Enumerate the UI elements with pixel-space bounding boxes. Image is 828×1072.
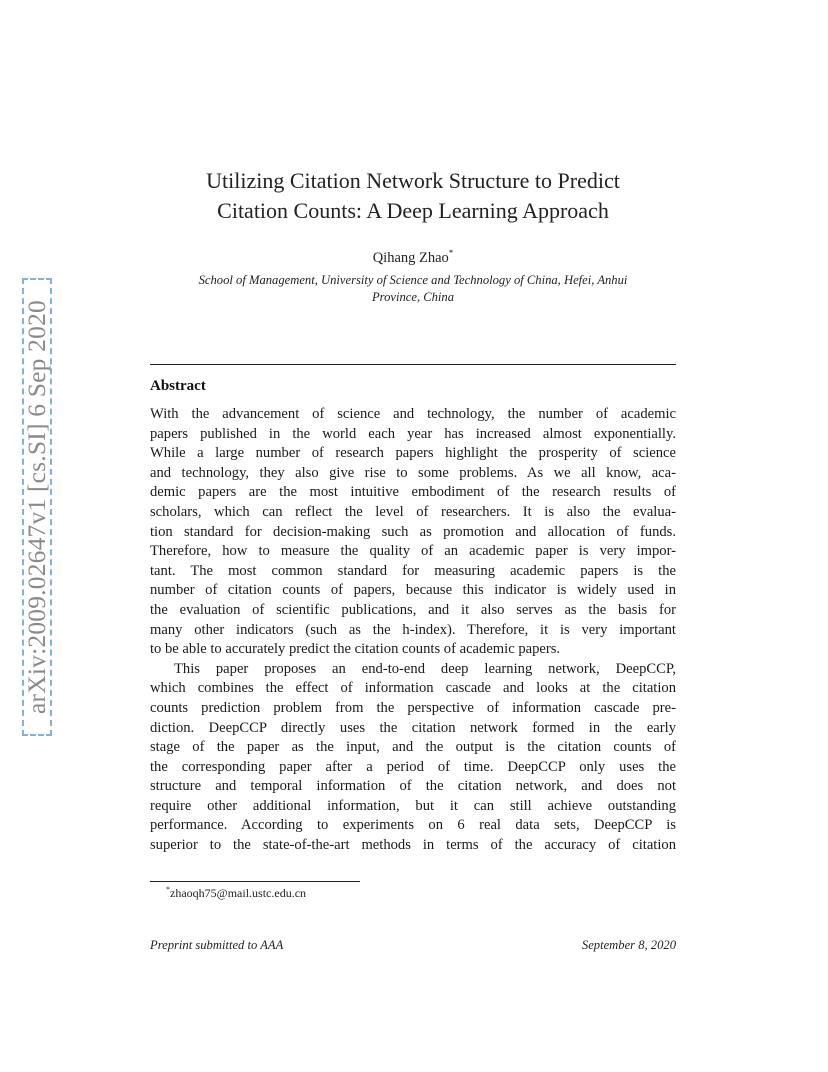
affiliation [150, 272, 676, 306]
abstract-line: counts prediction problem from the perspective of information cascade pre- [150, 699, 676, 716]
abstract-line: to be able to accurately predict the citation counts of academic papers. [150, 641, 561, 658]
abstract-body [150, 405, 676, 856]
author [150, 248, 676, 267]
abstract-line: the evaluation of scientific publications, and it also serves as the basis for [150, 601, 676, 618]
paper-title [150, 166, 676, 226]
abstract-line: demic papers are the most intuitive embodiment of the research results of [150, 484, 676, 501]
abstract-paragraph-1 [150, 405, 676, 660]
footnote-email: zhaoqh75@mail.ustc.edu.cn [170, 886, 307, 900]
abstract-line: the corresponding paper after a period of time. DeepCCP only uses the [150, 758, 676, 775]
abstract-line: performance. According to experiments on 6 real data sets, DeepCCP is [150, 817, 676, 834]
abstract-line: papers published in the world each year has increased almost exponentially. [150, 425, 676, 442]
footer-preprint-note: Preprint submitted to AAA [150, 938, 284, 952]
abstract-line: many other indicators (such as the h-index). Therefore, it is very important [150, 621, 676, 638]
abstract-line: superior to the state-of-the-art methods in terms of the accuracy of citation [150, 837, 676, 854]
abstract-top-rule [150, 364, 676, 365]
footnote [166, 885, 306, 901]
abstract-line: scholars, which can reflect the level of researchers. It is also the evalua- [150, 503, 676, 520]
title-line: Citation Counts: A Deep Learning Approach [217, 198, 609, 223]
abstract-line: diction. DeepCCP directly uses the citation network formed in the early [150, 719, 676, 736]
affiliation-line: School of Management, University of Science and Technology of China, Hefei, Anhui [198, 273, 628, 287]
footer-date: September 8, 2020 [581, 938, 676, 952]
abstract-line: stage of the paper as the input, and the output is the citation counts of [150, 739, 676, 756]
abstract-line: structure and temporal information of the citation network, and does not [150, 778, 676, 795]
author-name: Qihang Zhao [372, 249, 449, 266]
abstract-line: While a large number of research papers highlight the prosperity of science [150, 445, 676, 462]
abstract-heading: Abstract [150, 378, 206, 394]
abstract-line: number of citation counts of papers, because this indicator is widely used in [150, 582, 676, 599]
abstract-line: require other additional information, but it can still achieve outstanding [150, 797, 676, 814]
abstract-paragraph-2 [150, 660, 676, 856]
affiliation-line: Province, China [371, 290, 455, 304]
abstract-line: and technology, they also give rise to some problems. As we all know, aca- [150, 464, 676, 481]
abstract-line: Therefore, how to measure the quality of an academic paper is very impor- [150, 543, 676, 560]
author-footnote-marker: * [448, 248, 454, 258]
footnote-rule [150, 881, 360, 882]
abstract-line: tant. The most common standard for measuring academic papers is the [150, 562, 676, 579]
title-line: Utilizing Citation Network Structure to Predict [206, 168, 620, 193]
abstract-line: which combines the effect of information cascade and looks at the citation [150, 680, 676, 697]
abstract-line: tion standard for decision-making such as promotion and allocation of funds. [150, 523, 676, 540]
abstract-line: With the advancement of science and technology, the number of academic [150, 406, 676, 422]
footnote-marker: * [166, 885, 170, 894]
arxiv-stamp-text: arXiv:2009.02647v1 [cs.SI] 6 Sep 2020 [22, 300, 51, 714]
abstract-line: This paper proposes an end-to-end deep learning network, DeepCCP, [174, 660, 676, 677]
